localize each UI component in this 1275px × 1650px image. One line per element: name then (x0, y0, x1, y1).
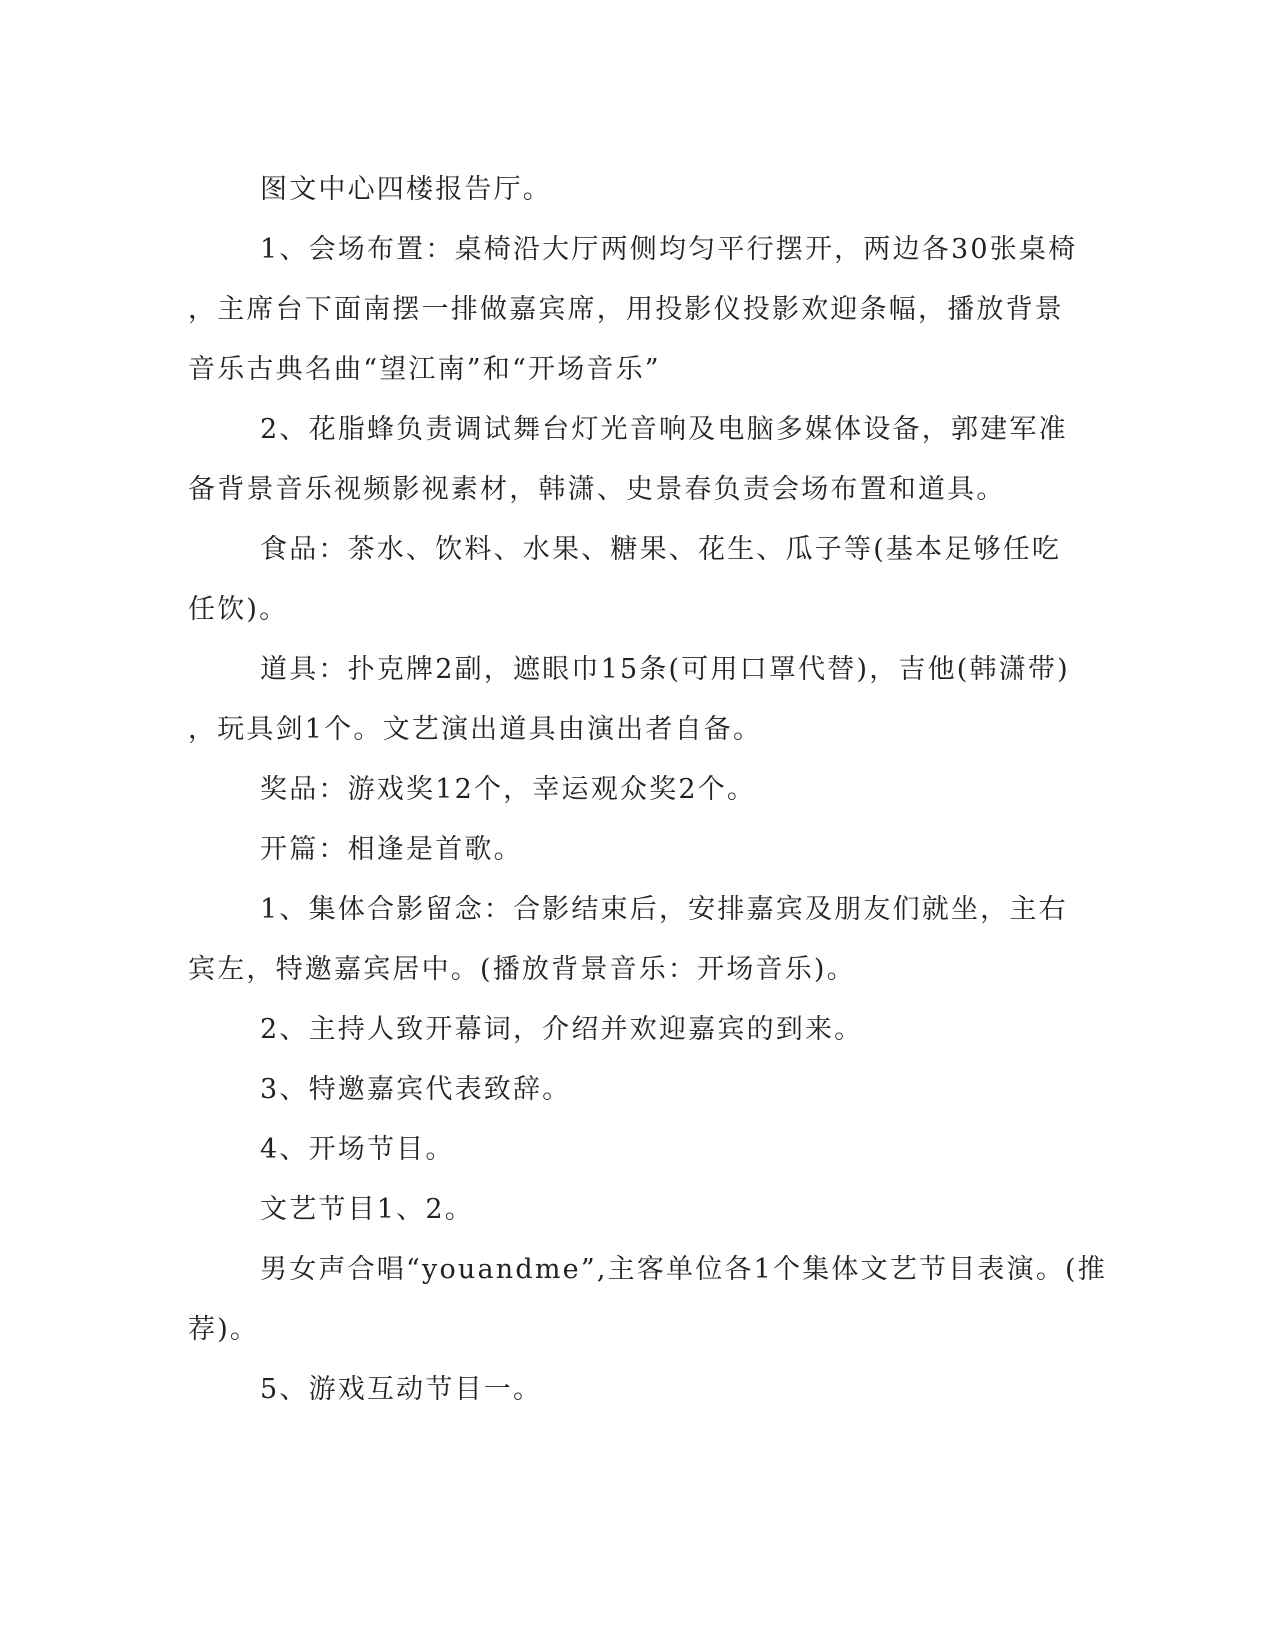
text-line: 4、开场节目。 (260, 1134, 455, 1165)
document-body (188, 160, 1107, 1420)
text-line: 宾左，特邀嘉宾居中。(播放背景音乐：开场音乐)。 (188, 954, 856, 985)
text-line: 2、主持人致开幕词，介绍并欢迎嘉宾的到来。 (260, 1014, 864, 1045)
text-line: 2、花脂蜂负责调试舞台灯光音响及电脑多媒体设备，郭建军准 (260, 414, 1068, 445)
text-line: 文艺节目1、2。 (260, 1194, 474, 1225)
text-line: 荐)。 (188, 1314, 260, 1345)
text-line: 3、特邀嘉宾代表致辞。 (260, 1074, 572, 1105)
text-line: 男女声合唱“youandme”,主客单位各1个集体文艺节目表演。(推 (260, 1254, 1107, 1285)
text-line: 备背景音乐视频影视素材，韩潇、史景春负责会场布置和道具。 (188, 474, 1006, 505)
text-line: 5、游戏互动节目一。 (260, 1374, 543, 1405)
text-line: 食品：茶水、饮料、水果、糖果、花生、瓜子等(基本足够任吃 (260, 534, 1062, 565)
text-line: 奖品：游戏奖12个，幸运观众奖2个。 (260, 774, 757, 805)
text-line: 1、集体合影留念：合影结束后，安排嘉宾及朋友们就坐，主右 (260, 894, 1068, 925)
text-line: ，玩具剑1个。文艺演出道具由演出者自备。 (188, 714, 763, 745)
text-line: 开篇：相逢是首歌。 (260, 834, 523, 865)
text-line: 图文中心四楼报告厅。 (260, 174, 552, 205)
text-line: 1、会场布置：桌椅沿大厅两侧均匀平行摆开，两边各30张桌椅 (260, 234, 1078, 265)
text-line: 音乐古典名曲“望江南”和“开场音乐” (188, 354, 661, 385)
text-line: 任饮)。 (188, 594, 289, 625)
text-line: ，主席台下面南摆一排做嘉宾席，用投影仪投影欢迎条幅，播放背景 (188, 294, 1064, 325)
text-line: 道具：扑克牌2副，遮眼巾15条(可用口罩代替)，吉他(韩潇带) (260, 654, 1070, 685)
